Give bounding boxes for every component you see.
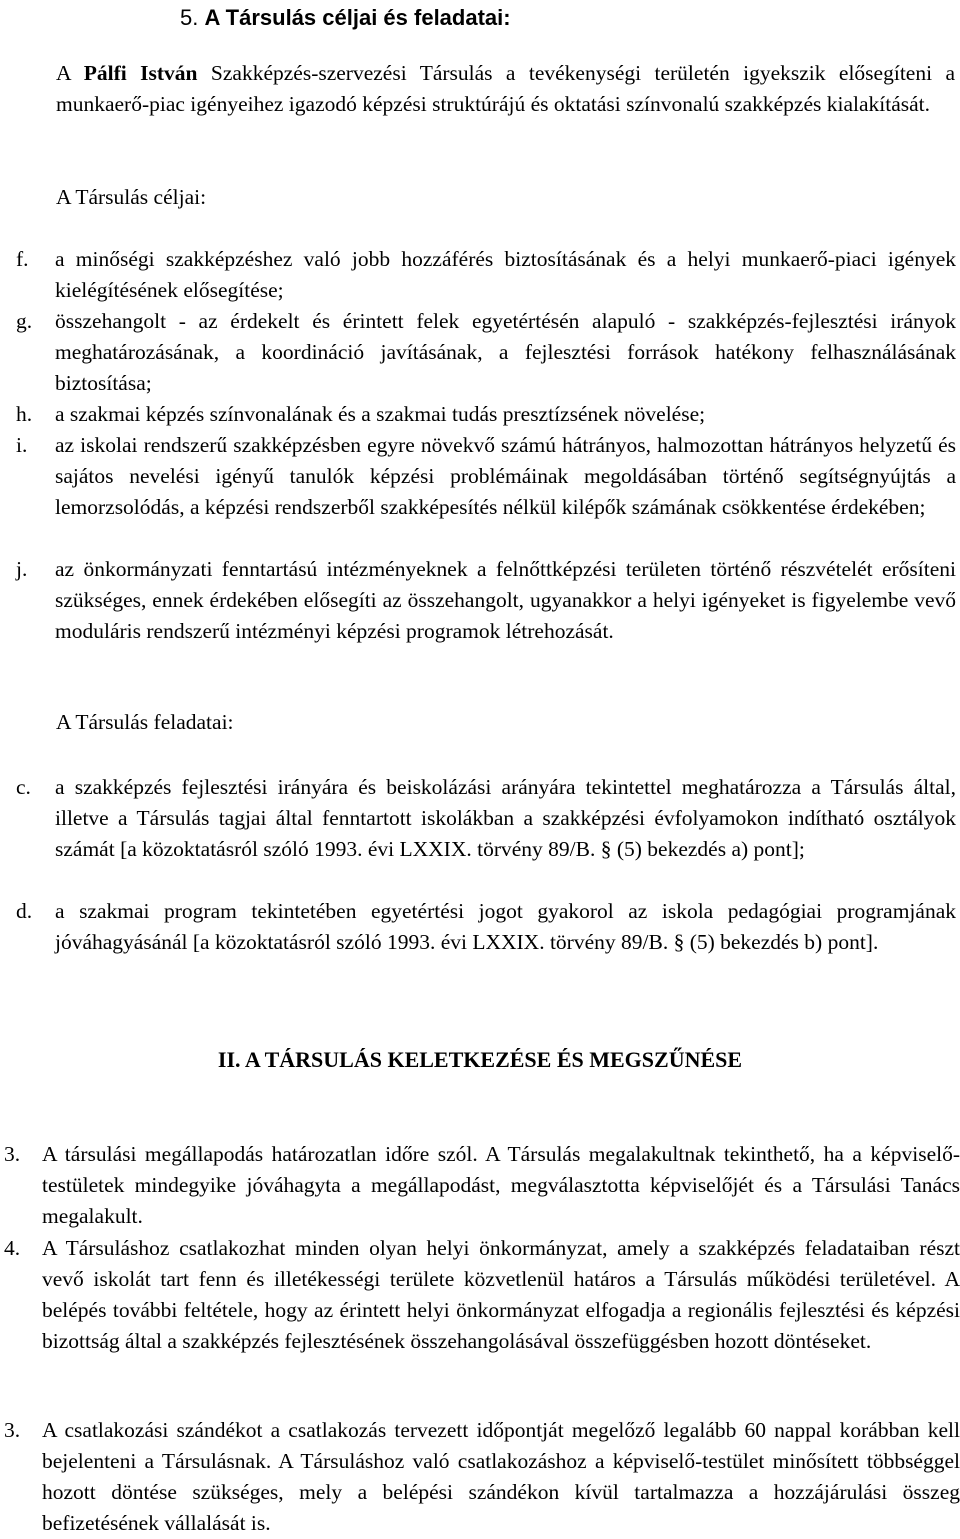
paragraph-3	[0, 1139, 960, 1232]
goal-item-j	[16, 554, 956, 647]
goal-marker: h.	[16, 402, 33, 426]
paragraph-number: 3.	[4, 1142, 21, 1166]
goal-item-h	[16, 399, 956, 430]
paragraph-3b	[0, 1415, 960, 1539]
task-item-c	[16, 772, 956, 865]
goal-item-g	[16, 306, 956, 399]
intro-pre: A	[56, 61, 84, 85]
paragraph-text: A Társuláshoz csatlakozhat minden olyan helyi önkormányzat, amely a szakképzés feladataiban részt vevő iskolát tart fenn és illetékességi területe közvetlenül határos a Társulás működési területével. A belépés további feltétele, hogy az érintett helyi önkormányzat elfogadja a regionális fejlesztési és képzési bizottság által a szakképzés fejlesztésének összehangolásával összefüggésben hozott döntéseket.	[42, 1236, 960, 1353]
task-text: a szakképzés fejlesztési irányára és beiskolázási arányára tekintettel meghatározza a Társulás által, illetve a Társulás tagjai által fenntartott iskolákban a szakképzési évfolyamokon indítható osztályok számát [a közoktatásról szóló 1993. évi LXXIX. törvény 89/B. § (5) bekezdés a) pont];	[55, 775, 956, 861]
task-text: a szakmai program tekintetében egyetértési jogot gyakorol az iskola pedagógiai programjának jóváhagyásánál [a közoktatásról szóló 1993. évi LXXIX. törvény 89/B. § (5) bekezdés b) pont].	[55, 899, 956, 954]
goal-text: összehangolt - az érdekelt és érintett felek egyetértésén alapuló - szakképzés-fejlesztési irányok meghatározásának, a koordináció javításának, a fejlesztési források hatékony felhasználásának biztosítása;	[55, 309, 956, 395]
goal-marker: g.	[16, 309, 33, 333]
intro-name: Pálfi István	[83, 61, 198, 85]
section-title: A Társulás céljai és feladatai:	[204, 5, 511, 30]
paragraph-number: 4.	[4, 1236, 21, 1260]
intro-post: Szakképzés-szervezési Társulás a tevékenységi területén igyekszik elősegíteni a munkaerő-piac igényeihez igazodó képzési struktúrájú és oktatási színvonalú szakképzés kialakítását.	[56, 61, 956, 116]
goal-item-f	[16, 244, 956, 306]
paragraph-4	[0, 1233, 960, 1357]
task-item-d	[16, 896, 956, 958]
task-marker: d.	[16, 899, 33, 923]
goal-text: az iskolai rendszerű szakképzésben egyre növekvő számú hátrányos, halmozottan hátrányos helyzetű és sajátos nevelési igényű tanulók képzési problémáinak megoldásában történő segítségnyújtás a lemorzsolódás, a képzési rendszerből szakképesítés nélkül kilépők számának csökkentése érdekében;	[55, 433, 956, 519]
paragraph-text: A csatlakozási szándékot a csatlakozás tervezett időpontját megelőző legalább 60 nappal korábban kell bejelenteni a Társulásnak. A Társuláshoz való csatlakozáshoz a képviselő-testület minősített többséggel hozott döntése szükséges, mely a belépési szándékon kívül tartalmazza a hozzájárulási összeg befizetésének vállalását is.	[42, 1418, 960, 1535]
goal-text: az önkormányzati fenntartású intézményeknek a felnőttképzési területen történő részvételét erősíteni szükséges, ennek érdekében elősegíti az összehangolt, ugyanakkor a helyi igényeket is figyelembe vevő moduláris rendszerű intézményi képzési programok létrehozását.	[55, 557, 956, 643]
goal-item-i	[16, 430, 956, 523]
goal-text: a szakmai képzés színvonalának és a szakmai tudás presztízsének növelése;	[55, 402, 706, 426]
paragraph-text: A társulási megállapodás határozatlan időre szól. A Társulás megalakultnak tekinthető, ha a képviselő-testületek mindegyike jóváhagyta a megállapodást, megválasztotta képviselőjét és a Társulási Tanács megalakult.	[42, 1142, 960, 1228]
section-number: 5.	[180, 5, 199, 30]
goal-marker: j.	[16, 557, 28, 581]
goal-marker: i.	[16, 433, 28, 457]
goal-marker: f.	[16, 247, 29, 271]
section-heading	[180, 2, 511, 33]
paragraph-number: 3.	[4, 1418, 21, 1442]
goal-text: a minőségi szakképzéshez való jobb hozzáférés biztosításának és a helyi munkaerő-piaci igények kielégítésének elősegítése;	[55, 247, 956, 302]
goals-heading: A Társulás céljai:	[56, 185, 207, 209]
chapter-title: II. A TÁRSULÁS KELETKEZÉSE ÉS MEGSZŰNÉSE	[217, 1047, 743, 1072]
tasks-heading: A Társulás feladatai:	[56, 710, 234, 734]
intro-paragraph	[56, 58, 955, 120]
task-marker: c.	[16, 775, 31, 799]
